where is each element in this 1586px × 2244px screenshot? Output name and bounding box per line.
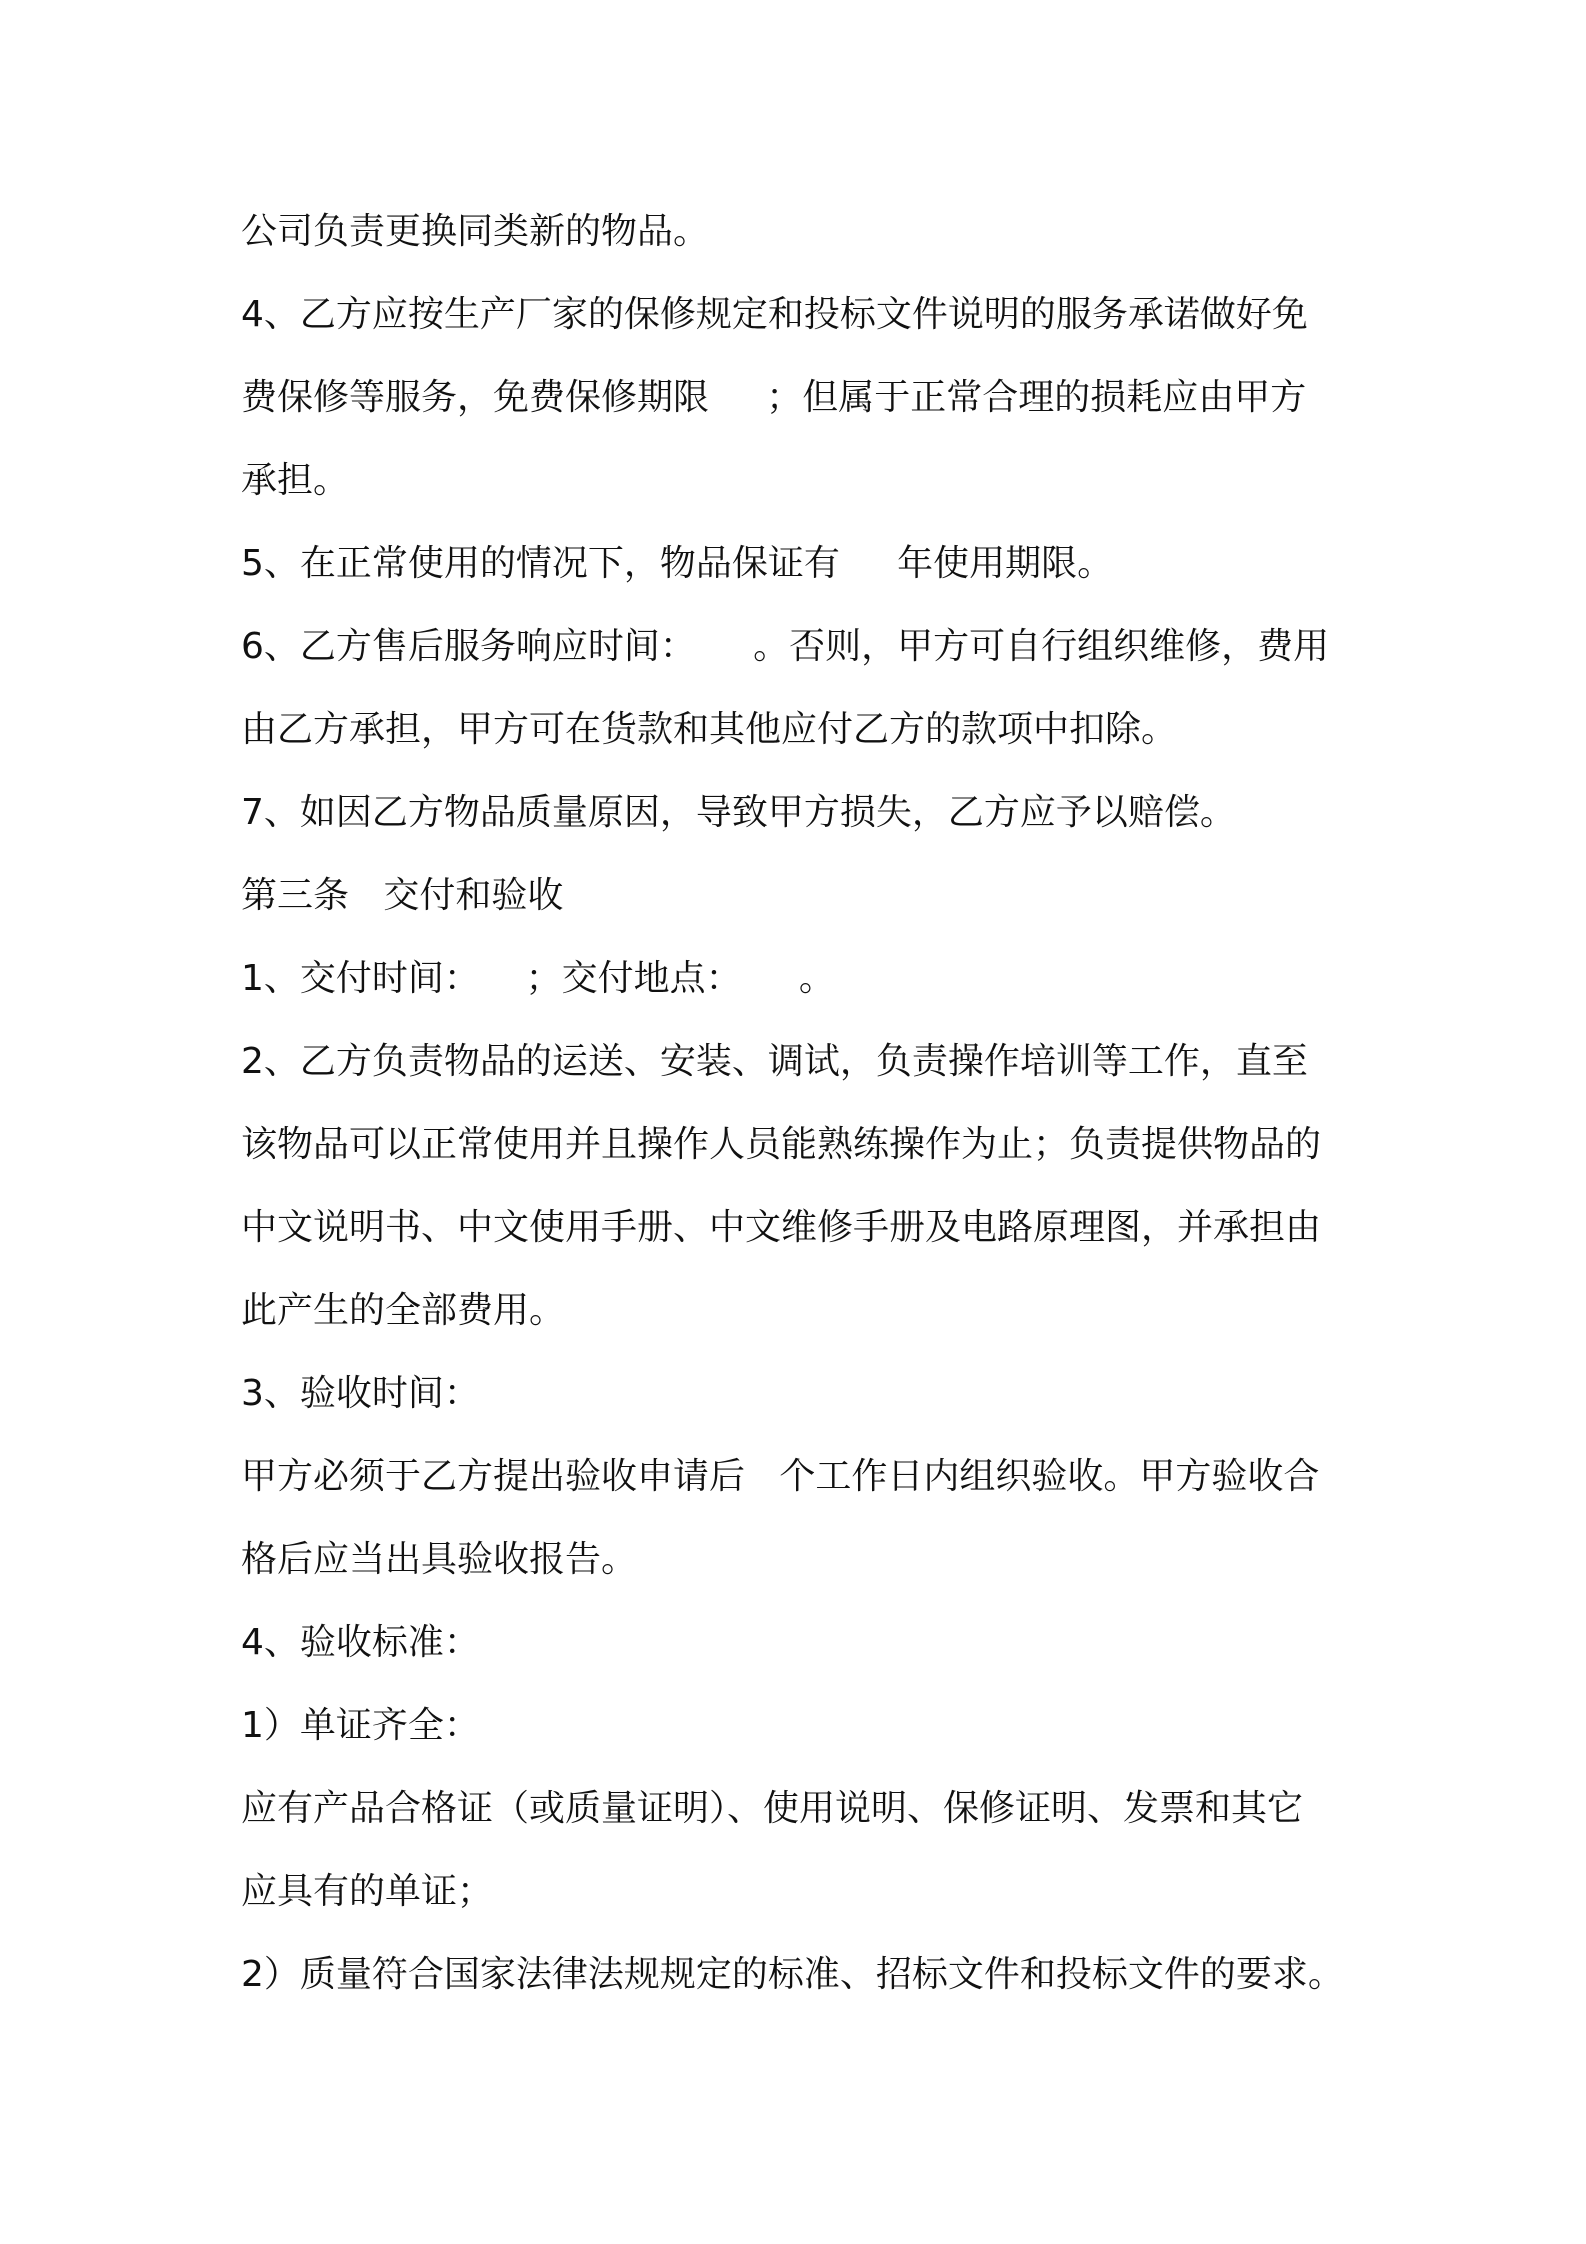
text-line: 1）单证齐全： (241, 1705, 480, 1746)
text-line: 该物品可以正常使用并且操作人员能熟练操作为止；负责提供物品的 (241, 1124, 1322, 1165)
text-line: 由乙方承担，甲方可在货款和其他应付乙方的款项中扣除。 (241, 709, 1178, 750)
text-line: 4、验收标准： (241, 1622, 480, 1663)
text-line: 费保修等服务，免费保修期限 ；但属于正常合理的损耗应由甲方 (241, 377, 1307, 418)
text-line: 此产生的全部费用。 (241, 1290, 566, 1331)
text-line: 5、在正常使用的情况下，物品保证有 年使用期限。 (241, 543, 1114, 584)
text-line: 承担。 (241, 460, 350, 501)
text-line: 中文说明书、中文使用手册、中文维修手册及电路原理图，并承担由 (241, 1207, 1322, 1248)
text-line: 7、如因乙方物品质量原因，导致甲方损失，乙方应予以赔偿。 (241, 792, 1236, 833)
section-heading: 第三条 交付和验收 (241, 875, 564, 916)
text-line: 6、乙方售后服务响应时间： 。否则，甲方可自行组织维修，费用 (241, 626, 1330, 667)
text-line: 1、交付时间： ；交付地点： 。 (241, 958, 835, 999)
text-line: 应有产品合格证（或质量证明）、使用说明、保修证明、发票和其它 (241, 1788, 1304, 1829)
text-line: 4、乙方应按生产厂家的保修规定和投标文件说明的服务承诺做好免 (241, 294, 1308, 335)
text-line: 公司负责更换同类新的物品。 (241, 211, 710, 252)
text-line: 2）质量符合国家法律法规规定的标准、招标文件和投标文件的要求。 (241, 1954, 1344, 1995)
text-line: 2、乙方负责物品的运送、安装、调试，负责操作培训等工作，直至 (241, 1041, 1308, 1082)
text-line: 3、验收时间： (241, 1373, 480, 1414)
text-line: 格后应当出具验收报告。 (241, 1539, 638, 1580)
text-line: 甲方必须于乙方提出验收申请后 个工作日内组织验收。甲方验收合 (241, 1456, 1320, 1497)
contract-text-body (241, 196, 1381, 2022)
text-line: 应具有的单证； (241, 1871, 494, 1912)
